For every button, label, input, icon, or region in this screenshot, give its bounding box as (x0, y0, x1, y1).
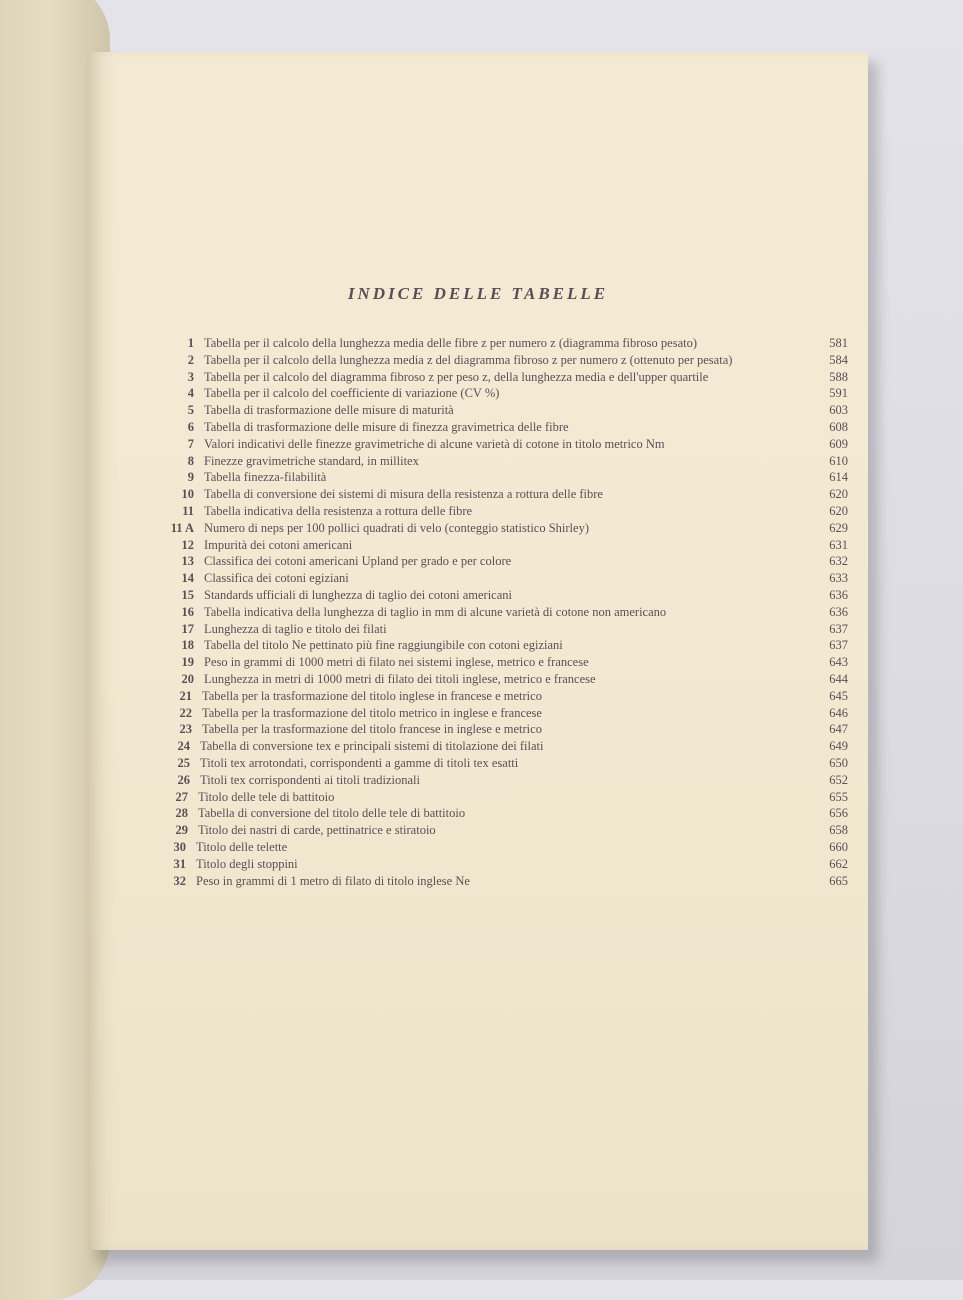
entry-title: Titolo degli stoppini (196, 856, 298, 871)
entry-number: 30 (173, 839, 186, 854)
entry-number: 25 (177, 755, 190, 770)
entry-number: 17 (181, 621, 194, 636)
entry-page-number: 650 (829, 755, 848, 770)
toc-entry (146, 688, 848, 705)
entry-title: Impurità dei cotoni americani (204, 537, 353, 552)
entry-number: 20 (181, 671, 194, 686)
toc-entry (148, 453, 848, 470)
entry-page-number: 631 (829, 537, 848, 552)
entry-number: 10 (181, 487, 194, 502)
toc-entry (140, 839, 848, 856)
entry-number: 2 (187, 352, 194, 367)
entry-page-number: 629 (829, 520, 848, 535)
entry-page-number: 620 (829, 503, 848, 518)
toc-entry (140, 856, 848, 873)
entry-number: 22 (179, 705, 192, 720)
entry-title: Lunghezza in metri di 1000 metri di filato dei titoli inglese, metrico e francese (204, 671, 596, 686)
entry-number: 24 (177, 739, 190, 754)
toc-entry (146, 721, 848, 738)
entry-title: Tabella per il calcolo del coefficiente di variazione (CV %) (204, 386, 500, 401)
entry-title: Numero di neps per 100 pollici quadrati di velo (conteggio statistico Shirley) (204, 520, 589, 535)
entry-title: Valori indicativi delle finezze gravimetriche di alcune varietà di cotone in titolo metrico Nm (204, 436, 665, 451)
entry-title: Tabella di conversione tex e principali sistemi di titolazione dei filati (200, 739, 544, 754)
toc-entry (144, 755, 848, 772)
entry-page-number: 645 (829, 688, 848, 703)
entry-title: Peso in grammi di 1000 metri di filato nei sistemi inglese, metrico e francese (204, 655, 589, 670)
toc-entry (148, 537, 848, 554)
entry-title: Titolo delle telette (196, 839, 288, 854)
entry-title: Tabella finezza-filabilità (204, 470, 327, 485)
entry-title: Tabella indicativa della resistenza a rottura delle fibre (204, 503, 473, 518)
entry-number: 16 (181, 604, 194, 619)
entry-title: Tabella di trasformazione delle misure di finezza gravimetrica delle fibre (204, 419, 569, 434)
entry-number: 15 (181, 587, 194, 602)
entry-title: Titoli tex corrispondenti ai titoli tradizionali (200, 772, 420, 787)
entry-page-number: 652 (829, 772, 848, 787)
entry-page-number: 647 (829, 722, 848, 737)
toc-entry (148, 352, 848, 369)
toc-entry (146, 705, 848, 722)
toc-entry (140, 873, 848, 890)
entry-number: 4 (187, 386, 194, 401)
entry-number: 7 (187, 436, 194, 451)
toc-entry (148, 385, 848, 402)
entry-page-number: 610 (829, 453, 848, 468)
entry-page-number: 649 (829, 739, 848, 754)
toc-entry (148, 553, 848, 570)
entry-number: 1 (187, 336, 194, 350)
entry-page-number: 608 (829, 419, 848, 434)
entry-number: 8 (187, 453, 194, 468)
entry-title: Tabella di conversione del titolo delle tele di battitoio (198, 806, 466, 821)
entry-page-number: 636 (829, 587, 848, 602)
toc-entry (148, 335, 848, 352)
entry-title: Tabella per la trasformazione del titolo metrico in inglese e francese (202, 705, 542, 720)
toc-entry (148, 654, 848, 671)
toc-entry (148, 587, 848, 604)
entry-title: Classifica dei cotoni americani Upland per grado e per colore (204, 554, 512, 569)
entry-title: Titoli tex arrotondati, corrispondenti a gamme di titoli tex esatti (200, 755, 519, 770)
entry-title: Titolo dei nastri di carde, pettinatrice e stiratoio (198, 823, 436, 838)
toc-entry (148, 604, 848, 621)
entry-page-number: 643 (829, 655, 848, 670)
entry-title: Classifica dei cotoni egiziani (204, 571, 349, 586)
toc-entry (148, 486, 848, 503)
entry-page-number: 603 (829, 403, 848, 418)
entry-page-number: 620 (829, 487, 848, 502)
entry-number: 3 (187, 369, 194, 384)
toc-entry (148, 369, 848, 386)
entry-page-number: 662 (829, 856, 848, 871)
entry-number: 14 (181, 571, 194, 586)
toc-entry (148, 520, 848, 537)
entry-number: 19 (181, 655, 194, 670)
entry-page-number: 637 (829, 638, 848, 653)
entry-page-number: 609 (829, 436, 848, 451)
entry-number: 29 (175, 823, 188, 838)
entry-title: Tabella indicativa della lunghezza di taglio in mm di alcune varietà di cotone non americano (204, 604, 667, 619)
toc-entry (142, 805, 848, 822)
book-page (88, 52, 868, 1250)
entry-page-number: 658 (829, 823, 848, 838)
toc-entry (148, 570, 848, 587)
entry-page-number: 581 (829, 336, 848, 350)
entry-number: 13 (181, 554, 194, 569)
entry-page-number: 633 (829, 571, 848, 586)
entry-title: Tabella per il calcolo del diagramma fibroso z per peso z, della lunghezza media e dell'upper quartile (204, 369, 709, 384)
entry-title: Titolo delle tele di battitoio (198, 789, 335, 804)
entry-page-number: 632 (829, 554, 848, 569)
entry-number: 5 (187, 403, 194, 418)
entry-number: 27 (175, 789, 188, 804)
toc-entry (148, 637, 848, 654)
page-title: INDICE DELLE TABELLE (347, 284, 609, 303)
toc-entry (148, 503, 848, 520)
entry-page-number: 637 (829, 621, 848, 636)
entry-number: 18 (181, 638, 194, 653)
entry-number: 21 (179, 688, 192, 703)
toc-entry (144, 772, 848, 789)
entry-number: 6 (187, 419, 194, 434)
entry-title: Tabella del titolo Ne pettinato più fine raggiungibile con cotoni egiziani (204, 638, 563, 653)
entry-number: 31 (173, 856, 186, 871)
entry-number: 12 (181, 537, 194, 552)
entry-title: Tabella per il calcolo della lunghezza media delle fibre z per numero z (diagramma fibroso pesato) (204, 336, 697, 350)
entry-number: 32 (173, 873, 186, 888)
entry-number: 28 (175, 806, 188, 821)
entry-title: Tabella di conversione dei sistemi di misura della resistenza a rottura delle fibre (204, 487, 603, 502)
entry-number: 23 (179, 722, 192, 737)
entry-page-number: 614 (829, 470, 848, 485)
entry-title: Tabella per la trasformazione del titolo francese in inglese e metrico (202, 722, 542, 737)
toc-entry (148, 469, 848, 486)
toc-entry (148, 402, 848, 419)
entry-number: 11 A (170, 520, 194, 535)
entry-page-number: 665 (829, 873, 848, 888)
toc-entry (148, 436, 848, 453)
toc-entry (148, 419, 848, 436)
toc-entry (142, 822, 848, 839)
entry-number: 11 (182, 503, 194, 518)
toc-entry (148, 621, 848, 638)
toc-entry (148, 671, 848, 688)
entry-page-number: 655 (829, 789, 848, 804)
entry-title: Tabella per il calcolo della lunghezza media z del diagramma fibroso z per numero z (ottenuto per pesata) (204, 352, 733, 367)
entry-page-number: 644 (829, 671, 848, 686)
toc-entry (142, 789, 848, 806)
entry-title: Peso in grammi di 1 metro di filato di titolo inglese Ne (196, 873, 470, 888)
entry-title: Finezze gravimetriche standard, in millitex (204, 453, 419, 468)
toc-entry (144, 738, 848, 755)
entry-page-number: 646 (829, 705, 848, 720)
entry-page-number: 584 (829, 352, 848, 367)
entry-number: 9 (187, 470, 194, 485)
entry-page-number: 660 (829, 839, 848, 854)
entry-title: Standards ufficiali di lunghezza di taglio dei cotoni americani (204, 587, 513, 602)
entry-page-number: 591 (829, 386, 848, 401)
entry-page-number: 656 (829, 806, 848, 821)
entry-title: Tabella per la trasformazione del titolo inglese in francese e metrico (202, 688, 542, 703)
entry-page-number: 588 (829, 369, 848, 384)
entry-title: Lunghezza di taglio e titolo dei filati (204, 621, 387, 636)
entry-title: Tabella di trasformazione delle misure di maturità (204, 403, 454, 418)
entry-page-number: 636 (829, 604, 848, 619)
table-of-tables (148, 335, 848, 889)
entry-number: 26 (177, 772, 190, 787)
